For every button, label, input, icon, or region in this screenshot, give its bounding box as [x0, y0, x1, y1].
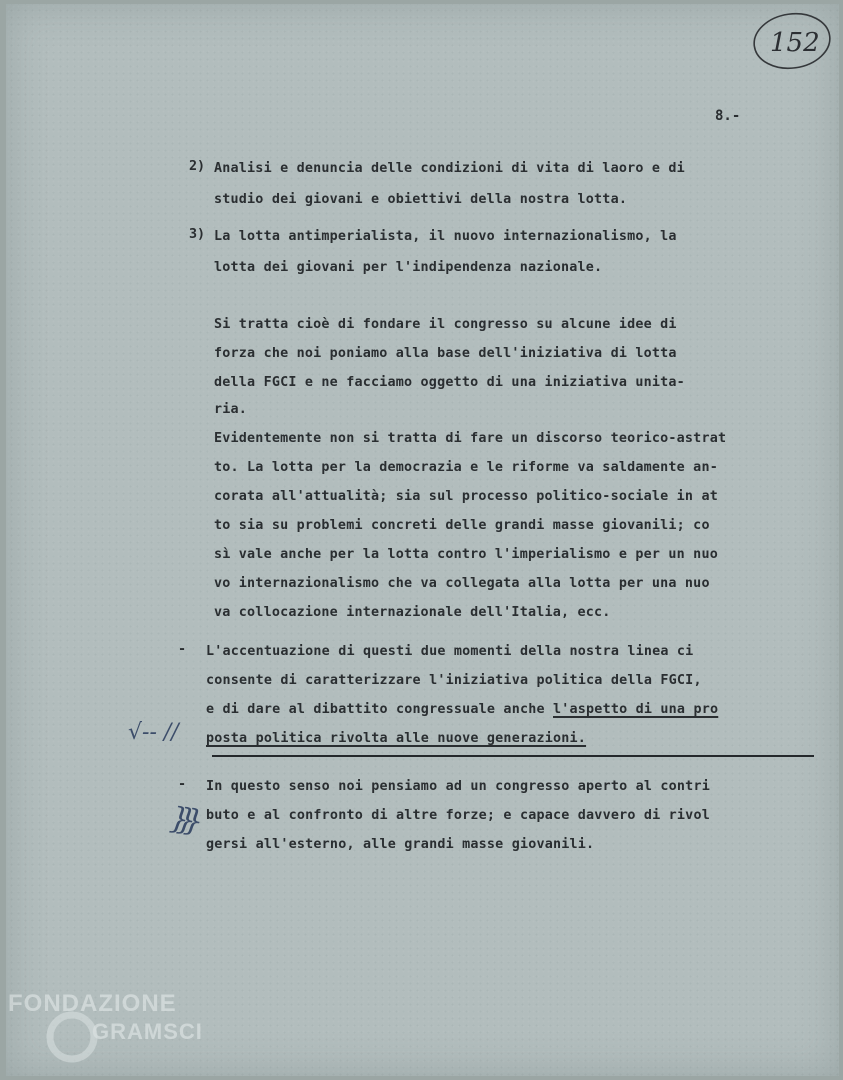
- watermark-line-2: GRAMSCI: [92, 1019, 203, 1044]
- underline-rule: [212, 755, 814, 757]
- bullet-1-underlined-end: posta politica rivolta alle nuove generazioni.: [206, 731, 587, 746]
- bullet-1-line-1: L'accentuazione di questi due momenti della nostra linea ci: [206, 644, 694, 659]
- item-2-marker: 2): [189, 159, 206, 174]
- margin-check-mark: √-- //: [128, 720, 179, 745]
- paragraph-2-line-5: sì vale anche per la lotta contro l'imperialismo e per un nuo: [214, 547, 718, 562]
- archive-number-stamp: [750, 10, 834, 72]
- bullet-1-line-3: [206, 703, 718, 716]
- paragraph-2-line-2: to. La lotta per la democrazia e le riforme va saldamente an-: [214, 460, 718, 475]
- item-3-marker: 3): [189, 227, 206, 242]
- watermark-line-1: FONDAZIONE: [8, 990, 177, 1017]
- paragraph-1-line-2: forza che noi poniamo alla base dell'iniziativa di lotta: [214, 346, 677, 361]
- bullet-1-line-3-plain: e di dare al dibattito congressuale anche: [206, 702, 553, 717]
- bullet-1-marker: -: [178, 642, 187, 657]
- page-number: 8.-: [715, 108, 741, 124]
- document-page: [6, 4, 839, 1076]
- bullet-1-line-2: consente di caratterizzare l'iniziativa politica della FGCI,: [206, 673, 702, 688]
- paragraph-1-line-3: della FGCI e ne facciamo oggetto di una iniziativa unita-: [214, 375, 685, 390]
- fondazione-gramsci-watermark: [4, 985, 214, 1075]
- paragraph-1-line-1: Si tratta cioè di fondare il congresso su alcune idee di: [214, 317, 677, 332]
- item-2-line-2: studio dei giovani e obiettivi della nostra lotta.: [214, 192, 628, 207]
- paragraph-2-line-3: corata all'attualità; sia sul processo politico-sociale in at: [214, 489, 718, 504]
- archive-number: 152: [770, 28, 820, 58]
- item-2-line-1: Analisi e denuncia delle condizioni di vita di laoro e di: [214, 161, 685, 176]
- paragraph-2-line-1: Evidentemente non si tratta di fare un discorso teorico-astrat: [214, 431, 727, 446]
- margin-squiggle: }}}: [167, 800, 194, 839]
- bullet-2-line-1: In questo senso noi pensiamo ad un congresso aperto al contri: [206, 779, 710, 794]
- bullet-2-line-3: gersi all'esterno, alle grandi masse giovanili.: [206, 837, 595, 852]
- paragraph-1-line-4: ria.: [214, 402, 248, 417]
- item-3-line-1: La lotta antimperialista, il nuovo internazionalismo, la: [214, 229, 677, 244]
- paragraph-2-line-4: to sia su problemi concreti delle grandi masse giovanili; co: [214, 518, 710, 533]
- bullet-1-underlined-start: l'aspetto di una pro: [553, 702, 719, 717]
- bullet-2-marker: -: [178, 777, 187, 792]
- item-3-line-2: lotta dei giovani per l'indipendenza nazionale.: [214, 260, 603, 275]
- paragraph-2-line-7: va collocazione internazionale dell'Italia, ecc.: [214, 605, 611, 620]
- bullet-2-line-2: buto e al confronto di altre forze; e capace davvero di rivol: [206, 808, 710, 823]
- paragraph-2-line-6: vo internazionalismo che va collegata alla lotta per una nuo: [214, 576, 710, 591]
